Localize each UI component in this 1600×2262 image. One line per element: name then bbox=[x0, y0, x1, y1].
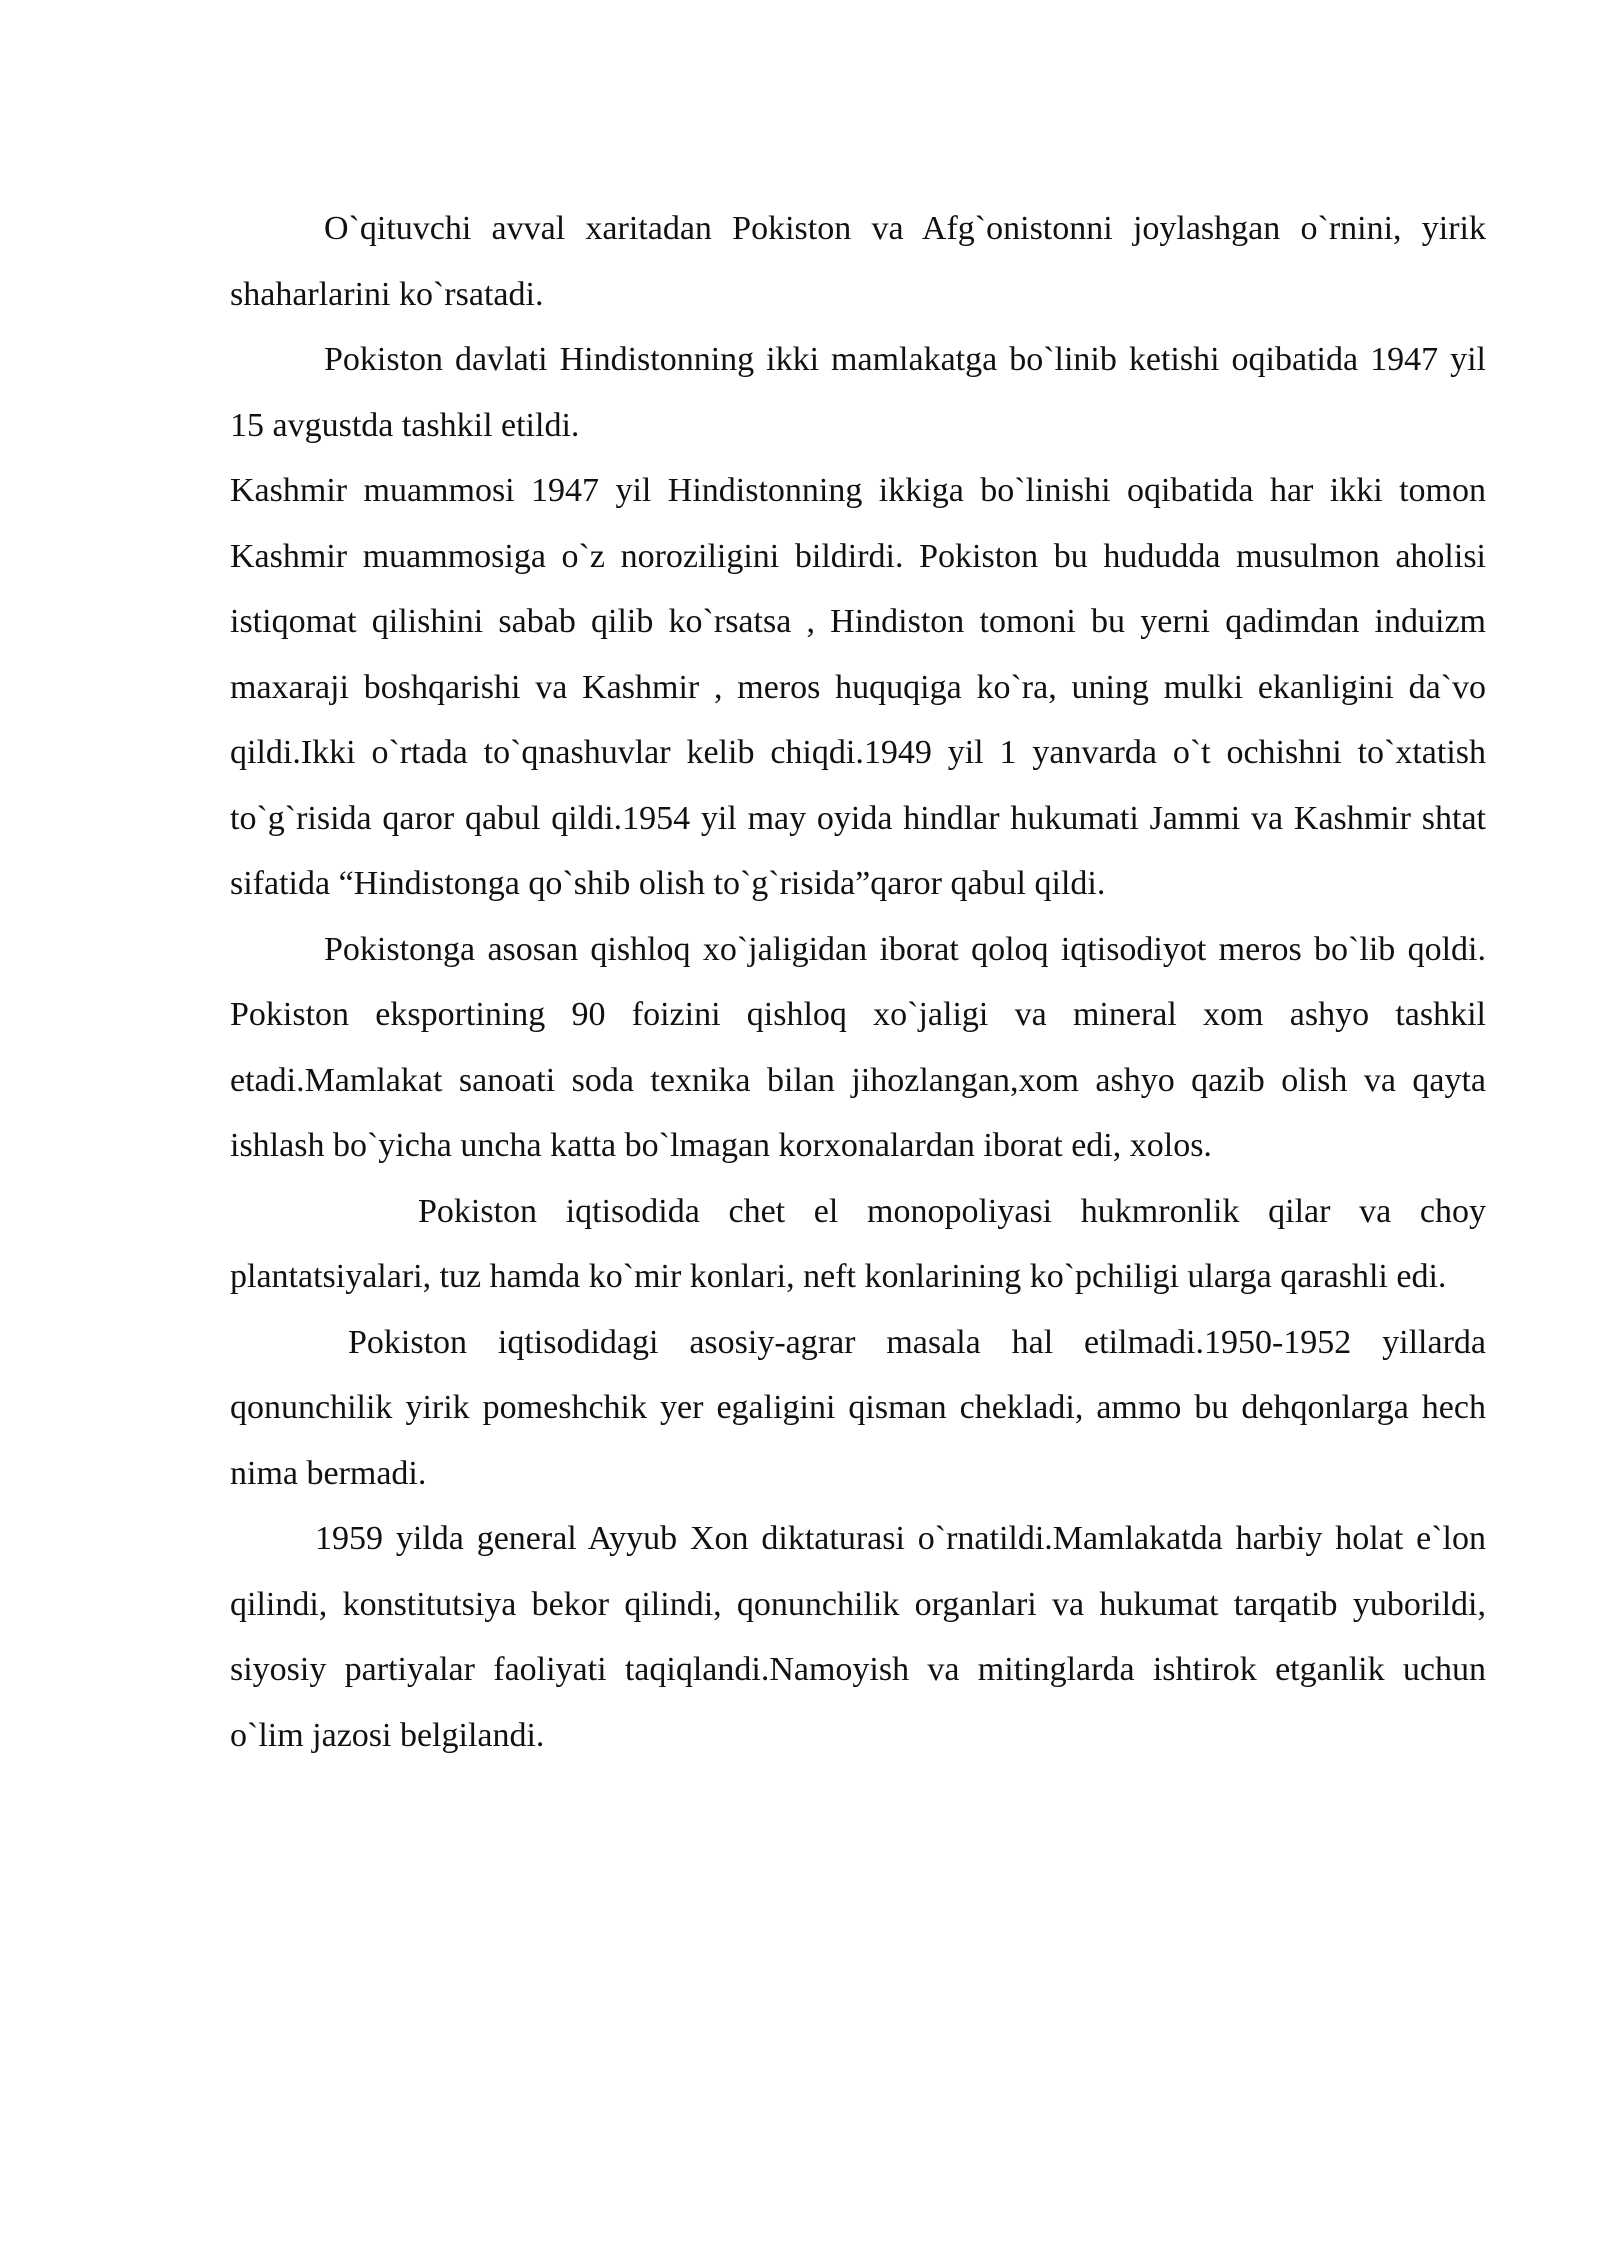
paragraph-founding: Pokiston davlati Hindistonning ikki mamlakatga bo`linib ketishi oqibatida 1947 yil 15 avgustda tashkil etildi. bbox=[230, 341, 1486, 444]
paragraph-intro: O`qituvchi avval xaritadan Pokiston va Afg`onistonni joylashgan o`rnini, yirik shaharlarini ko`rsatadi. bbox=[230, 210, 1486, 313]
paragraph-agrarian: Pokiston iqtisodidagi asosiy-agrar masala hal etilmadi.1950-1952 yillarda qonunchilik yirik pomeshchik yer egaligini qisman chekladi, ammo bu dehqonlarga hech nima bermadi. bbox=[230, 1323, 1486, 1492]
paragraph-monopoly: Pokiston iqtisodida chet el monopoliyasi hukmronlik qilar va choy plantatsiyalari, tuz hamda ko`mir konlari, neft konlarining ko`pchiligi ularga qarashli edi. bbox=[230, 1192, 1486, 1295]
paragraph-economy: Pokistonga asosan qishloq xo`jaligidan iborat qoloq iqtisodiyot meros bo`lib qoldi. Pokiston eksportining 90 foizini qishloq xo`jaligi va mineral xom ashyo tashkil etadi.Mamlakat sanoati soda texnika bilan jihozlangan,xom ashyo qazib olish va qayta ishlash bo`yicha uncha katta bo`lmagan korxonalardan iborat edi, xolos. bbox=[230, 930, 1486, 1164]
paragraph-kashmir: Kashmir muammosi 1947 yil Hindistonning ikkiga bo`linishi oqibatida har ikki tomon Kashmir muammosiga o`z noroziligini bildirdi. Pokiston bu hududda musulmon aholisi istiqomat qilishini sabab qilib ko`rsatsa , Hindiston tomoni bu yerni qadimdan induizm maxaraji boshqarishi va Kashmir , meros huquqiga ko`ra, uning mulki ekanligini da`vo qildi.Ikki o`rtada to`qnashuvlar kelib chiqdi.1949 yil 1 yanvarda o`t ochishni to`xtatish to`g`risida qaror qabul qildi.1954 yil may oyida hindlar hukumati Jammi va Kashmir shtat sifatida “Hindistonga qo`shib olish to`g`risida”qaror qabul qildi. bbox=[230, 472, 1486, 902]
paragraph-dictatorship: 1959 yilda general Ayyub Xon diktaturasi o`rnatildi.Mamlakatda harbiy holat e`lon qilindi, konstitutsiya bekor qilindi, qonunchilik organlari va hukumat tarqatib yuborildi, siyosiy partiyalar faoliyati taqiqlandi.Namoyish va mitinglarda ishtirok etganlik uchun o`lim jazosi belgilandi. bbox=[230, 1520, 1486, 1754]
document-body bbox=[230, 196, 1486, 1768]
